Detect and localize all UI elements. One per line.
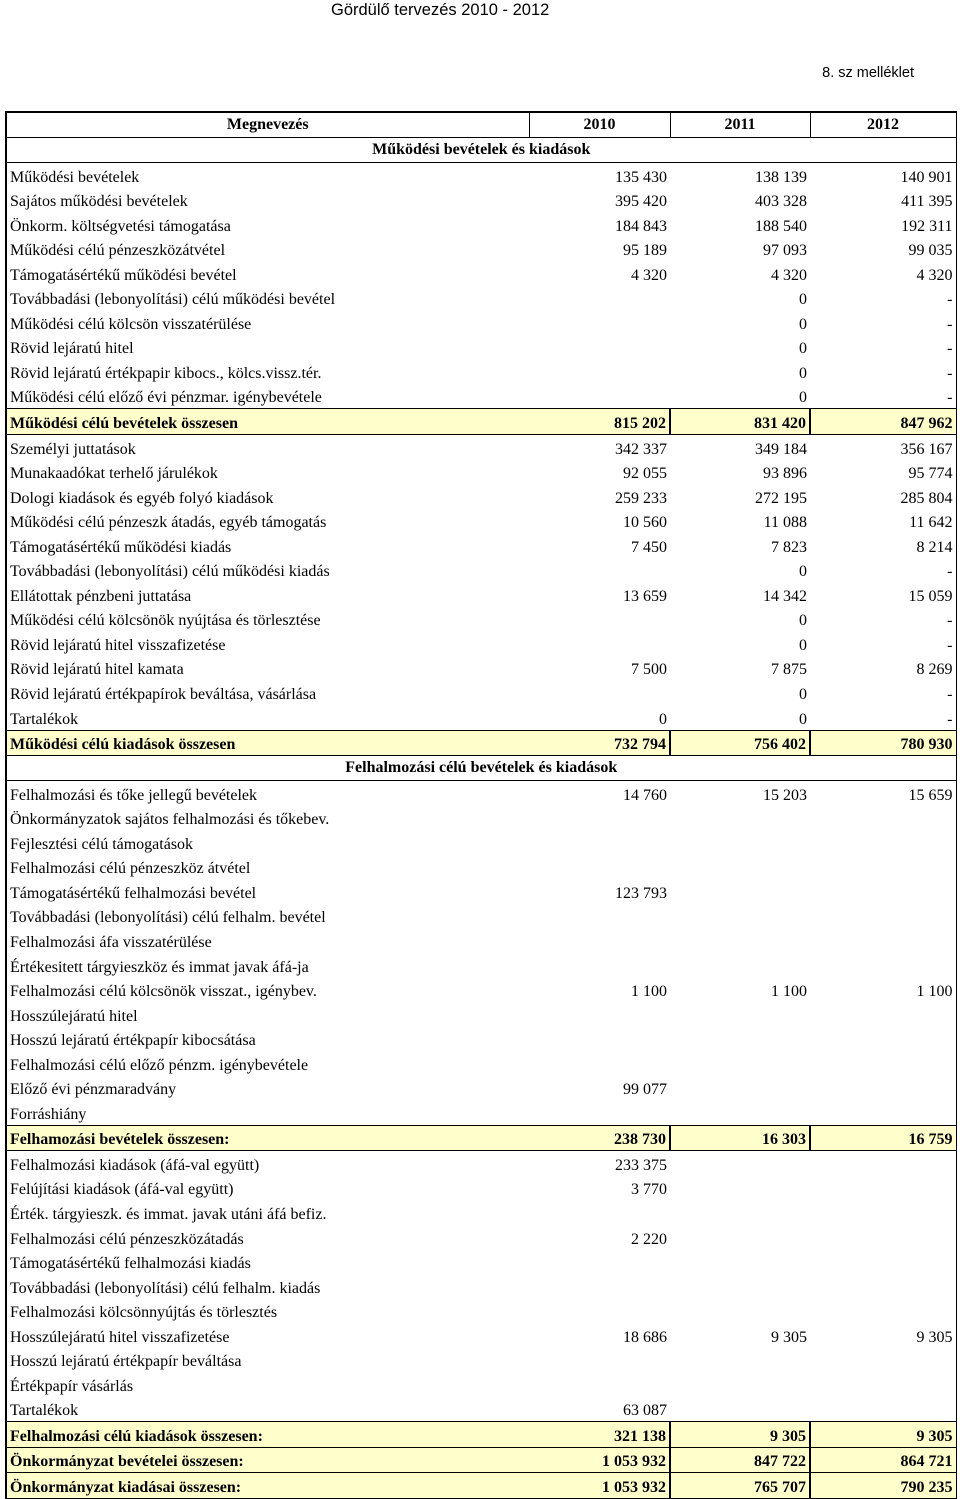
value-2012: [810, 1274, 956, 1299]
row-label: Rövid lejáratú értékpapírok beváltása, vásárlása: [10, 686, 317, 704]
value-2012: 95 774: [908, 465, 953, 483]
value-2011: [670, 830, 810, 855]
value-2012: [810, 1002, 956, 1027]
table-row: [6, 237, 956, 262]
value-2011: [670, 1299, 810, 1324]
value-2011: 1 100: [771, 983, 807, 1001]
value-2011: [670, 1100, 810, 1125]
value-2010: 3 770: [631, 1181, 667, 1199]
value-2011: 403 328: [755, 193, 807, 211]
value-2010: 259 233: [615, 489, 667, 507]
value-2010: [529, 1027, 670, 1052]
value-2012: 4 320: [916, 266, 953, 284]
budget-table-body: [6, 112, 956, 1498]
value-2012: [810, 904, 956, 929]
value-2010: [529, 855, 670, 880]
table-row: [6, 1372, 956, 1397]
value-2011: [670, 1274, 810, 1299]
table-row: [6, 1002, 956, 1027]
value-2010: [529, 928, 670, 953]
row-label: Működési célú kölcsön visszatérülése: [10, 315, 252, 333]
row-label: Felhalmozási célú előző pénzm. igénybevétele: [10, 1056, 309, 1074]
table-row: [6, 806, 956, 831]
value-2010: 7 450: [631, 538, 667, 556]
table-row: [6, 1151, 956, 1176]
row-label: Támogatásértékű működési kiadás: [10, 538, 232, 556]
value-2012: [810, 1250, 956, 1275]
value-2011: [670, 1200, 810, 1225]
page-header-title: Gördülő tervezés 2010 - 2012: [331, 1, 550, 19]
table-row: [6, 1250, 956, 1275]
annex-label: 8. sz melléklet: [822, 65, 914, 81]
row-label: Hosszú lejáratú értékpapír beváltása: [10, 1353, 242, 1371]
table-row: [6, 310, 956, 335]
table-row: [6, 261, 956, 286]
value-2012: [810, 1176, 956, 1201]
value-2012: 864 721: [810, 1447, 956, 1473]
row-label: Működési célú kiadások összesen: [6, 730, 529, 756]
value-2010: [529, 806, 670, 831]
table-row: [6, 631, 956, 656]
table-row: [6, 582, 956, 607]
value-2011: 7 823: [771, 538, 807, 556]
value-2011: [670, 1027, 810, 1052]
value-2012: 15 659: [908, 786, 953, 804]
value-2010: 1 053 932: [529, 1447, 670, 1473]
table-row: [6, 953, 956, 978]
row-label: Sajátos működési bevételek: [10, 193, 188, 211]
value-2012: -: [947, 612, 953, 630]
value-2010: 99 077: [623, 1081, 667, 1099]
value-2012: -: [947, 710, 953, 728]
table-row: [6, 1076, 956, 1101]
value-2010: [529, 310, 670, 335]
value-2010: 4 320: [631, 266, 667, 284]
value-2012: 9 305: [916, 1328, 953, 1346]
table-row: [6, 359, 956, 384]
value-2012: [810, 1027, 956, 1052]
total-row: [6, 1447, 956, 1473]
table-row: [6, 904, 956, 929]
row-label: Előző évi pénzmaradvány: [10, 1081, 177, 1099]
value-2011: 765 707: [670, 1473, 810, 1499]
value-2010: 0: [659, 710, 667, 728]
value-2010: 95 189: [623, 242, 667, 260]
table-row: [6, 558, 956, 583]
value-2010: [529, 1348, 670, 1373]
row-label: Továbbadási (lebonyolítási) célú felhalm. kiadás: [10, 1279, 321, 1297]
table-row: [6, 286, 956, 311]
row-label: Dologi kiadások és egyéb folyó kiadások: [10, 489, 274, 507]
budget-table: [5, 111, 957, 1499]
value-2012: [810, 1348, 956, 1373]
value-2010: [529, 904, 670, 929]
value-2010: 13 659: [623, 587, 667, 605]
row-label: Rövid lejáratú hitel kamata: [10, 661, 184, 679]
table-row: [6, 509, 956, 534]
value-2011: 138 139: [755, 168, 807, 186]
value-2011: [670, 904, 810, 929]
value-2010: 321 138: [529, 1422, 670, 1448]
row-label: Továbbadási (lebonyolítási) célú működési kiadás: [10, 563, 330, 581]
value-2012: [810, 879, 956, 904]
value-2012: -: [947, 364, 953, 382]
value-2012: [810, 953, 956, 978]
row-label: Személyi juttatások: [10, 440, 136, 458]
value-2012: [810, 1100, 956, 1125]
value-2010: [529, 286, 670, 311]
table-row: [6, 1200, 956, 1225]
row-label: Felhalmozási áfa visszatérülése: [10, 933, 212, 951]
row-label: Felhalmozási kölcsönnyújtás és törlesztés: [10, 1304, 278, 1322]
value-2010: 238 730: [529, 1125, 670, 1151]
value-2011: [670, 928, 810, 953]
value-2012: 9 305: [810, 1422, 956, 1448]
value-2010: [529, 335, 670, 360]
row-label: Felújítási kiadások (áfá-val együtt): [10, 1181, 234, 1199]
value-2011: [670, 1076, 810, 1101]
value-2012: 140 901: [900, 168, 953, 186]
row-label: Támogatásértékű felhalmozási kiadás: [10, 1255, 251, 1273]
value-2012: 11 642: [909, 514, 953, 532]
section-header-row: [6, 756, 956, 781]
row-label: Rövid lejáratú hitel visszafizetése: [10, 636, 226, 654]
row-label: Támogatásértékű működési bevétel: [10, 266, 237, 284]
value-2012: 411 395: [901, 193, 953, 211]
table-row: [6, 978, 956, 1003]
row-label: Támogatásértékű felhalmozási bevétel: [10, 884, 257, 902]
value-2010: [529, 1200, 670, 1225]
value-2010: [529, 830, 670, 855]
table-row: [6, 533, 956, 558]
value-2011: [670, 1397, 810, 1422]
value-2011: 349 184: [755, 440, 807, 458]
value-2012: 356 167: [900, 440, 953, 458]
table-row: [6, 680, 956, 705]
value-2010: [529, 1051, 670, 1076]
table-row: [6, 1348, 956, 1373]
value-2011: 0: [799, 636, 807, 654]
row-label: Hosszúlejáratú hitel: [10, 1007, 138, 1025]
value-2011: 0: [799, 389, 807, 407]
row-label: Működési célú előző évi pénzmar. igénybevétele: [10, 389, 322, 407]
row-label: Felhalmozási célú pénzeszköz átvétel: [10, 860, 251, 878]
value-2011: 188 540: [755, 217, 807, 235]
table-row: [6, 384, 956, 409]
value-2011: [670, 1250, 810, 1275]
value-2012: [810, 928, 956, 953]
row-label: Értékpapír vásárlás: [10, 1377, 134, 1395]
value-2011: 0: [799, 291, 807, 309]
column-header-name: Megnevezés: [6, 112, 529, 138]
row-label: Működési célú pénzeszk átadás, egyéb támogatás: [10, 514, 327, 532]
table-row: [6, 1051, 956, 1076]
value-2011: 847 722: [670, 1447, 810, 1473]
value-2012: [810, 1372, 956, 1397]
row-label: Forráshiány: [10, 1105, 87, 1123]
value-2011: 7 875: [771, 661, 807, 679]
value-2010: 135 430: [615, 168, 667, 186]
value-2011: [670, 1225, 810, 1250]
row-label: Működési bevételek: [10, 168, 140, 186]
row-label: Továbbadási (lebonyolítási) célú működési bevétel: [10, 291, 336, 309]
value-2010: [529, 607, 670, 632]
table-row: [6, 484, 956, 509]
value-2011: 272 195: [755, 489, 807, 507]
value-2012: -: [947, 315, 953, 333]
value-2012: [810, 1151, 956, 1176]
value-2010: [529, 1299, 670, 1324]
table-row: [6, 163, 956, 188]
value-2011: 4 320: [771, 266, 807, 284]
table-row: [6, 607, 956, 632]
value-2011: 15 203: [763, 786, 807, 804]
value-2010: [529, 1250, 670, 1275]
table-row: [6, 830, 956, 855]
value-2011: 11 088: [763, 514, 807, 532]
value-2010: 1 100: [631, 983, 667, 1001]
value-2012: [810, 806, 956, 831]
section-title: Működési bevételek és kiadások: [6, 138, 956, 163]
value-2011: 16 303: [670, 1125, 810, 1151]
table-row: [6, 335, 956, 360]
value-2011: 0: [799, 315, 807, 333]
value-2011: 0: [799, 364, 807, 382]
value-2010: 732 794: [529, 730, 670, 756]
row-label: Működési célú bevételek összesen: [6, 409, 529, 435]
value-2012: [810, 1200, 956, 1225]
value-2012: 285 804: [900, 489, 953, 507]
table-row: [6, 1397, 956, 1422]
value-2011: 9 305: [771, 1328, 807, 1346]
value-2010: [529, 384, 670, 409]
row-label: Hosszúlejáratú hitel visszafizetése: [10, 1328, 230, 1346]
value-2010: 92 055: [623, 465, 667, 483]
table-row: [6, 212, 956, 237]
value-2012: 16 759: [810, 1125, 956, 1151]
table-row: [6, 1274, 956, 1299]
value-2012: 780 930: [810, 730, 956, 756]
row-label: Felhalmozási célú pénzeszközátadás: [10, 1230, 244, 1248]
value-2011: [670, 1348, 810, 1373]
value-2011: [670, 1151, 810, 1176]
value-2011: 0: [799, 340, 807, 358]
value-2011: [670, 806, 810, 831]
value-2011: [670, 1176, 810, 1201]
column-header-2010: 2010: [529, 112, 670, 138]
value-2011: [670, 1002, 810, 1027]
value-2010: 395 420: [615, 193, 667, 211]
value-2012: -: [947, 636, 953, 654]
value-2010: 14 760: [623, 786, 667, 804]
value-2012: 1 100: [916, 983, 953, 1001]
value-2010: 7 500: [631, 661, 667, 679]
row-label: Önkormányzat kiadásai összesen:: [6, 1473, 529, 1499]
row-label: Ellátottak pénzbeni juttatása: [10, 587, 192, 605]
value-2012: [810, 1225, 956, 1250]
column-header-2011: 2011: [670, 112, 810, 138]
value-2012: 8 214: [916, 538, 953, 556]
value-2011: [670, 879, 810, 904]
table-row: [6, 188, 956, 213]
row-label: Tartalékok: [10, 710, 79, 728]
value-2011: 14 342: [763, 587, 807, 605]
table-row: [6, 928, 956, 953]
section-title: Felhalmozási célú bevételek és kiadások: [6, 756, 956, 781]
table-row: [6, 1027, 956, 1052]
value-2012: 847 962: [810, 409, 956, 435]
row-label: Felhalmozási kiadások (áfá-val együtt): [10, 1156, 260, 1174]
column-header-2012: 2012: [810, 112, 956, 138]
value-2010: [529, 558, 670, 583]
row-label: Felhamozási bevételek összesen:: [6, 1125, 529, 1151]
table-row: [6, 460, 956, 485]
table-row: [6, 656, 956, 681]
row-label: Fejlesztési célú támogatások: [10, 835, 194, 853]
value-2011: 0: [799, 612, 807, 630]
table-row: [6, 435, 956, 460]
row-label: Rövid lejáratú értékpapir kibocs., kölcs.vissz.tér.: [10, 364, 322, 382]
row-label: Hosszú lejáratú értékpapír kibocsátása: [10, 1032, 256, 1050]
row-label: Munakaadókat terhelő járulékok: [10, 465, 218, 483]
value-2010: [529, 1100, 670, 1125]
row-label: Működési célú pénzeszközátvétel: [10, 242, 226, 260]
value-2012: [810, 1076, 956, 1101]
value-2010: [529, 953, 670, 978]
table-row: [6, 1176, 956, 1201]
value-2010: 123 793: [615, 884, 667, 902]
value-2011: 0: [799, 686, 807, 704]
table-header-row: [6, 112, 956, 138]
row-label: Felhalmozási és tőke jellegű bevételek: [10, 786, 258, 804]
value-2012: -: [947, 291, 953, 309]
total-row: [6, 1125, 956, 1151]
table-row: [6, 781, 956, 806]
value-2012: [810, 1051, 956, 1076]
row-label: Önkormányzatok sajátos felhalmozási és tőkebev.: [10, 811, 330, 829]
value-2010: 815 202: [529, 409, 670, 435]
value-2012: [810, 855, 956, 880]
value-2010: 1 053 932: [529, 1473, 670, 1499]
value-2012: [810, 1397, 956, 1422]
value-2012: 192 311: [901, 217, 953, 235]
value-2012: -: [947, 340, 953, 358]
value-2011: 0: [799, 563, 807, 581]
value-2012: 790 235: [810, 1473, 956, 1499]
value-2011: [670, 855, 810, 880]
value-2010: [529, 1372, 670, 1397]
total-row: [6, 409, 956, 435]
table-row: [6, 1225, 956, 1250]
value-2011: [670, 1372, 810, 1397]
value-2011: [670, 1051, 810, 1076]
value-2011: [670, 953, 810, 978]
row-label: Továbbadási (lebonyolítási) célú felhalm. bevétel: [10, 909, 326, 927]
value-2010: 63 087: [623, 1402, 667, 1420]
table-row: [6, 1299, 956, 1324]
value-2010: 233 375: [615, 1156, 667, 1174]
row-label: Felhalmozási célú kiadások összesen:: [6, 1422, 529, 1448]
value-2012: [810, 1299, 956, 1324]
row-label: Tartalékok: [10, 1402, 79, 1420]
value-2011: 0: [799, 710, 807, 728]
table-row: [6, 705, 956, 730]
section-header-row: [6, 138, 956, 163]
value-2010: 342 337: [615, 440, 667, 458]
value-2010: [529, 680, 670, 705]
value-2012: -: [947, 389, 953, 407]
value-2010: [529, 631, 670, 656]
row-label: Önkormányzat bevételei összesen:: [6, 1447, 529, 1473]
table-row: [6, 1100, 956, 1125]
value-2011: 9 305: [670, 1422, 810, 1448]
value-2012: 99 035: [908, 242, 953, 260]
table-row: [6, 1323, 956, 1348]
value-2012: 8 269: [916, 661, 953, 679]
value-2011: 97 093: [763, 242, 807, 260]
value-2010: 10 560: [623, 514, 667, 532]
row-label: Önkorm. költségvetési támogatása: [10, 217, 231, 235]
value-2010: [529, 359, 670, 384]
value-2011: 756 402: [670, 730, 810, 756]
value-2012: -: [947, 686, 953, 704]
value-2010: 2 220: [631, 1230, 667, 1248]
row-label: Értékesitett tárgyieszköz és immat javak áfá-ja: [10, 958, 309, 976]
total-row: [6, 1422, 956, 1448]
value-2012: -: [947, 563, 953, 581]
value-2010: [529, 1002, 670, 1027]
row-label: Rövid lejáratú hitel: [10, 340, 134, 358]
value-2011: 831 420: [670, 409, 810, 435]
row-label: Érték. tárgyieszk. és immat. javak utáni áfá befiz.: [10, 1205, 327, 1223]
value-2012: 15 059: [908, 587, 953, 605]
table-row: [6, 855, 956, 880]
value-2010: 18 686: [623, 1328, 667, 1346]
value-2011: 93 896: [763, 465, 807, 483]
value-2010: 184 843: [615, 217, 667, 235]
row-label: Működési célú kölcsönök nyújtása és törlesztése: [10, 612, 321, 630]
value-2012: [810, 830, 956, 855]
table-row: [6, 879, 956, 904]
row-label: Felhalmozási célú kölcsönök visszat., igénybev.: [10, 983, 317, 1001]
value-2010: [529, 1274, 670, 1299]
total-row: [6, 730, 956, 756]
